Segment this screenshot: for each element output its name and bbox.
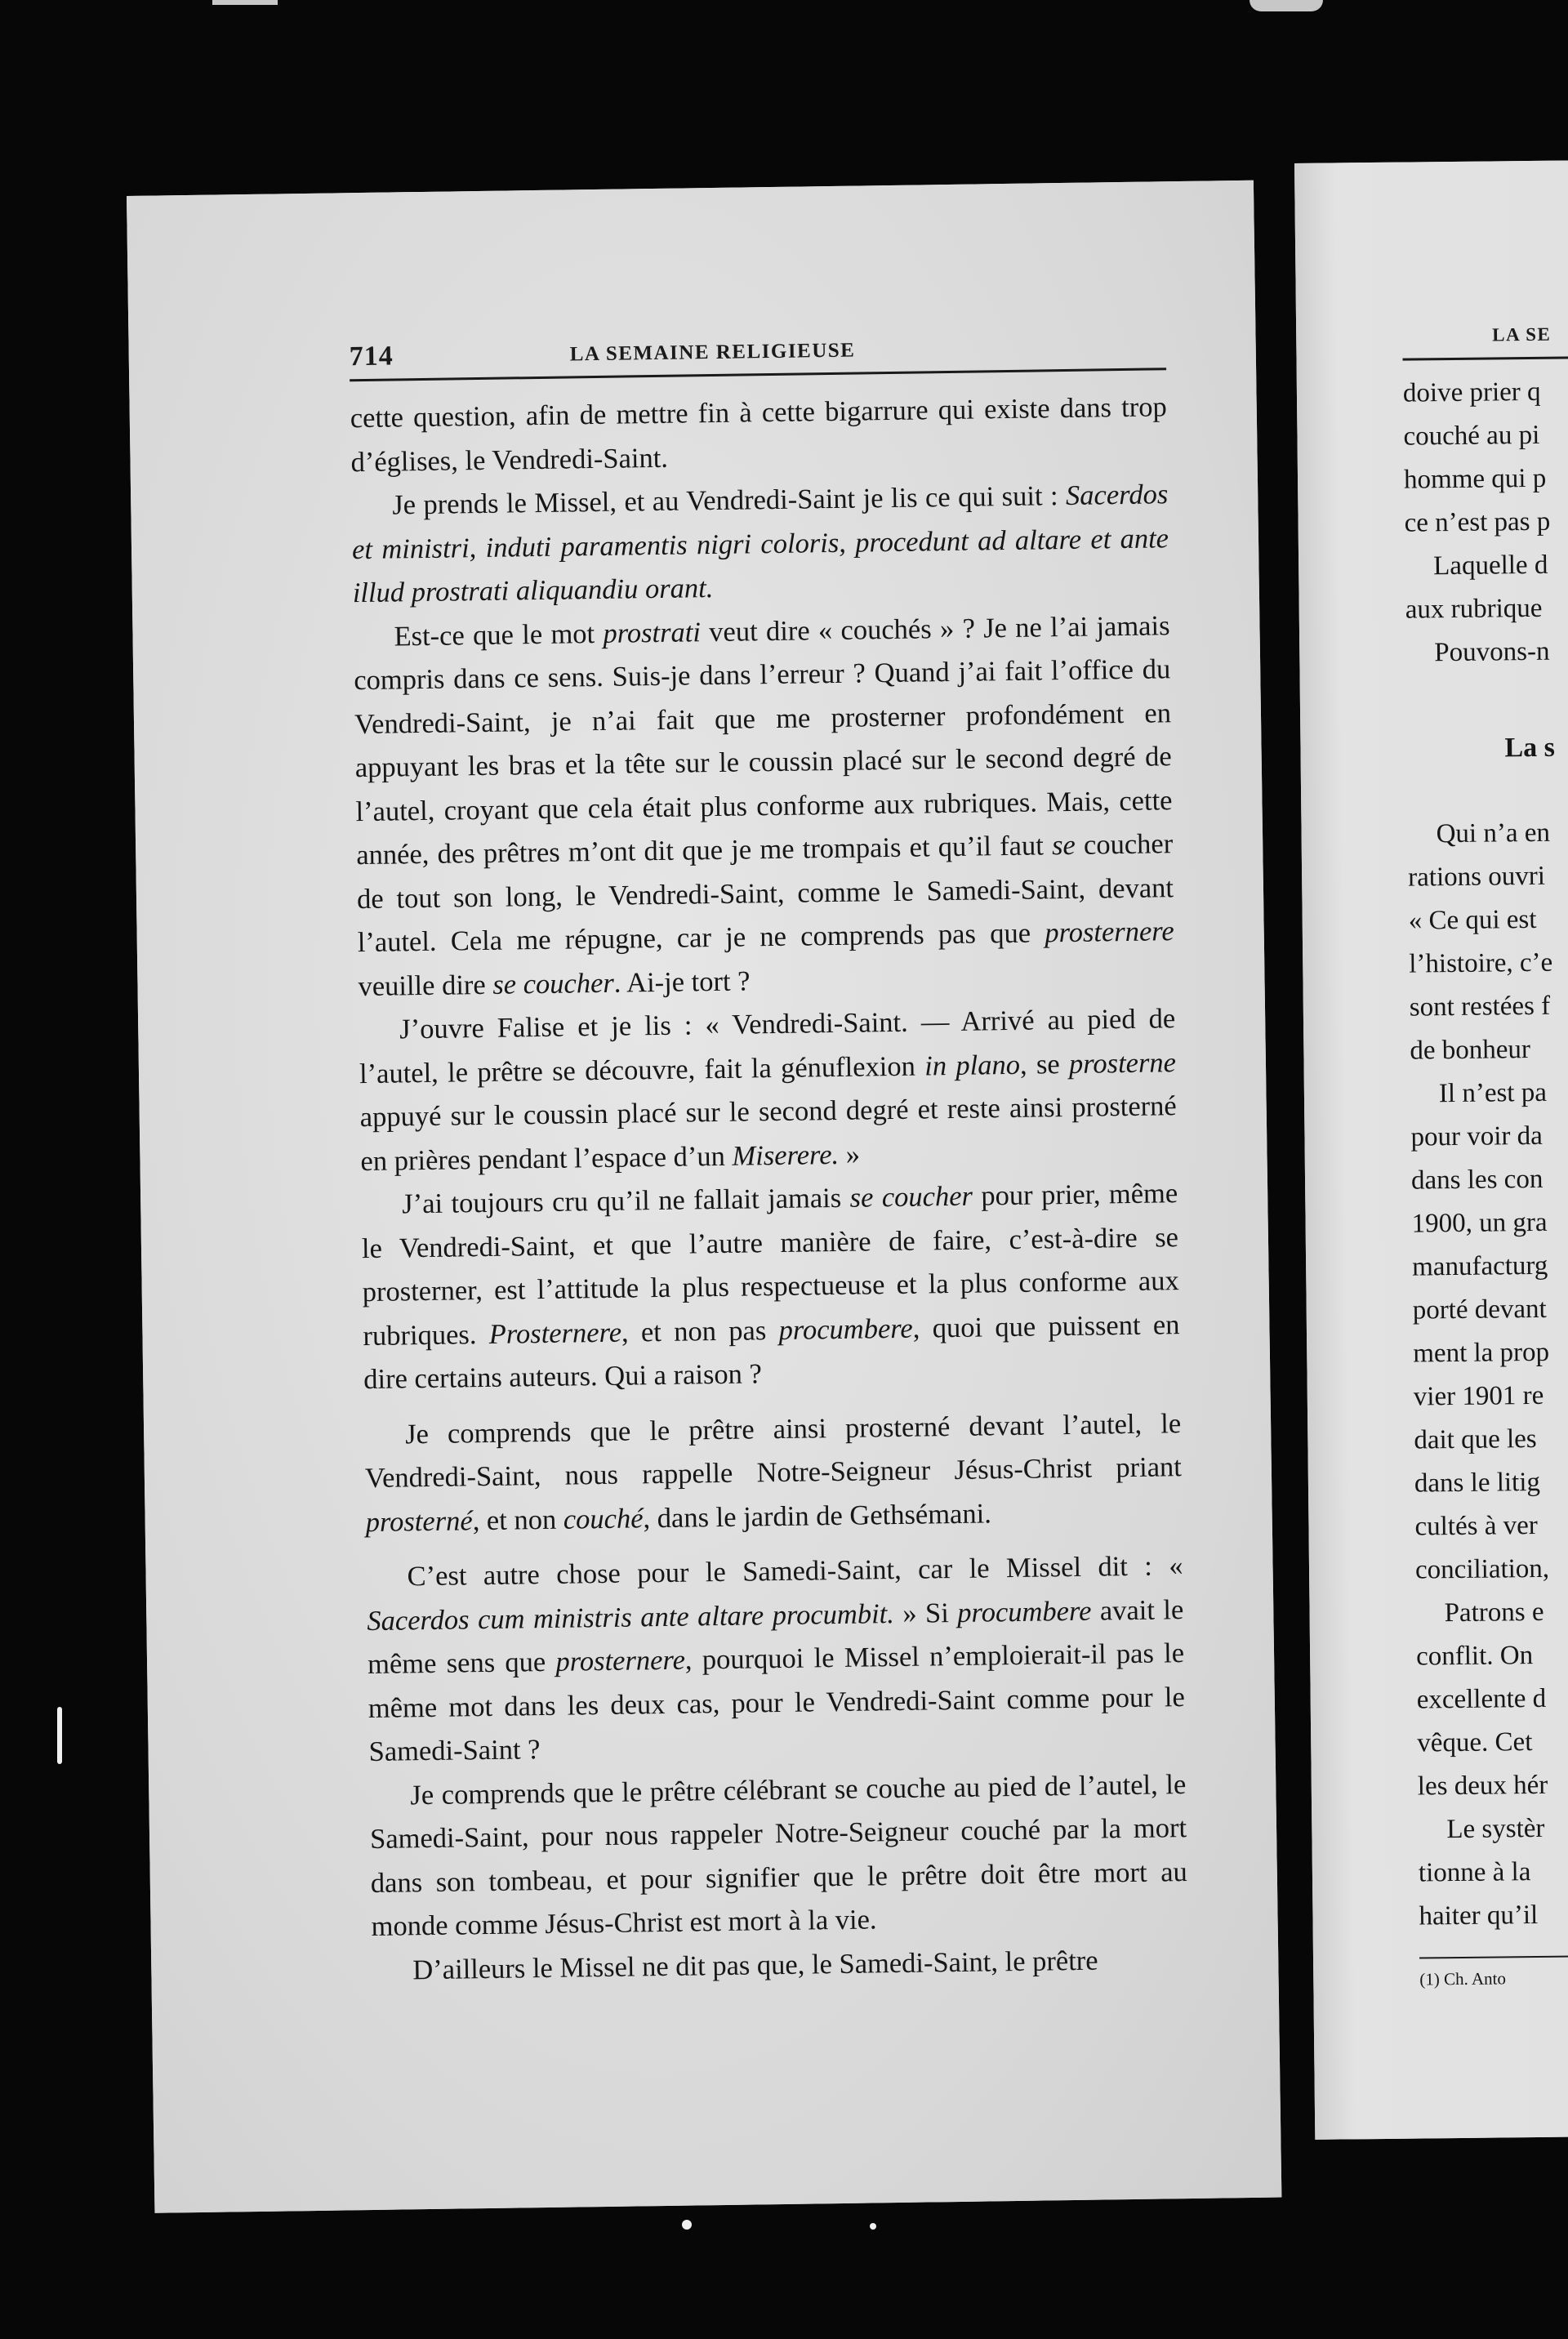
paragraph: D’ailleurs le Missel ne dit pas que, le Samedi-Saint, le prêtre xyxy=(412,1945,1098,1985)
footnote: (1) Ch. Anto xyxy=(1419,1968,1507,1989)
text-line: Pouvons-n xyxy=(1434,636,1550,668)
paragraph: C’est autre chose pour le Samedi-Saint, car le Missel dit : « Sacerdos cum ministris ante altare procumbit. » Si procumbere avait le même sens que prosternere, pourquoi le Missel n’emploierait-il pas le même mot dans les deux cas, pour le Vendredi-Saint comme pour le Samedi-Saint ? xyxy=(367,1550,1186,1768)
paragraph: Je prends le Missel, et au Vendredi-Saint je lis ce qui suit : Sacerdos et ministri, induti paramentis nigri coloris, procedunt ad altare et ante illud prostrati aliquandiu orant. xyxy=(351,479,1169,609)
text-line: Qui n’a en xyxy=(1436,818,1551,849)
text-line: dans les con xyxy=(1410,1164,1544,1196)
film-speck xyxy=(870,2223,876,2230)
text-line: couché au pi xyxy=(1403,420,1540,452)
text-line: homme qui p xyxy=(1403,463,1547,495)
running-head-right: LA SE xyxy=(1492,323,1552,345)
text-line: l’histoire, c’e xyxy=(1409,947,1553,979)
text-line: porté devant xyxy=(1412,1294,1547,1325)
running-head: LA SEMAINE RELIGIEUSE xyxy=(569,339,856,366)
film-scratch xyxy=(212,0,278,5)
text-line: de bonheur xyxy=(1410,1035,1531,1066)
text-line: doive prier q xyxy=(1402,376,1541,408)
text-line: tionne à la xyxy=(1418,1857,1531,1888)
footnote-rule xyxy=(1419,1955,1568,1958)
text-line: sont restées f xyxy=(1409,991,1551,1022)
text-line: Le systèr xyxy=(1446,1813,1545,1845)
text-line: conflit. On xyxy=(1415,1641,1534,1672)
body-text xyxy=(350,385,1188,1993)
header-rule xyxy=(1403,354,1568,360)
text-line: Patrons e xyxy=(1444,1597,1544,1628)
text-line: vier 1901 re xyxy=(1413,1380,1544,1412)
paragraph: J’ai toujours cru qu’il ne fallait jamais se coucher pour prier, même le Vendredi-Saint, et que l’autre manière de faire, c’est-à-dire se prosterner, est l’attitude la plus respectueuse et la plus conforme aux rubriques. Prosternere, et non pas procumbere, quoi que puissent en dire certains auteurs. Qui a raison ? xyxy=(361,1178,1180,1396)
text-line: les deux hér xyxy=(1417,1770,1548,1802)
text-line: manufacturg xyxy=(1411,1250,1548,1282)
text-line: vêque. Cet xyxy=(1417,1727,1533,1758)
paragraph: Je comprends que le prêtre célébrant se couche au pied de l’autel, le Samedi-Saint, pour nous rappeler Notre-Seigneur couché par la mort dans son tombeau, et pour signifier que le prêtre doit être mort au monde comme Jésus-Christ est mort à la vie. xyxy=(369,1768,1188,1943)
paragraph: Je comprends que le prêtre ainsi prosterné devant l’autel, le Vendredi-Saint, nous rappelle Notre-Seigneur Jésus-Christ priant prosterné, et non couché, dans le jardin de Gethsémani. xyxy=(364,1407,1183,1538)
text-line: ment la prop xyxy=(1413,1337,1550,1369)
paragraph: J’ouvre Falise et je lis : « Vendredi-Saint. — Arrivé au pied de l’autel, le prêtre se découvre, fait la génuflexion in plano, se prosterne appuyé sur le coussin placé sur le second degré et reste ainsi prosterné en prières pendant l’espace d’un Miserere. » xyxy=(359,1003,1177,1177)
text-line: « Ce qui est xyxy=(1408,904,1537,936)
paragraph: Est-ce que le mot prostrati veut dire « couchés » ? Je ne l’ai jamais compris dans ce sens. Suis-je dans l’erreur ? Quand j’ai fait l’office du Vendredi-Saint, je n’ai fait que me prosterner profondément en appuyant les bras et la tête sur le coussin placé sur le second degré de l’autel, croyant que cela était plus conforme aux rubriques. Mais, cette année, des prêtres m’ont dit que je me trompais et qu’il faut se coucher de tout son long, le Vendredi-Saint, comme le Samedi-Saint, devant l’autel. Cela me répugne, car je ne comprends pas que prosternere veuille dire se coucher. Ai-je tort ? xyxy=(354,609,1174,1002)
text-line: haiter qu’il xyxy=(1419,1900,1539,1931)
page-number: 714 xyxy=(349,341,394,372)
text-line: dans le litig xyxy=(1414,1467,1541,1499)
text-line: Il n’est pa xyxy=(1438,1077,1548,1109)
right-page xyxy=(1294,160,1568,2140)
text-line: aux rubrique xyxy=(1405,593,1543,625)
paragraph: cette question, afin de mettre fin à cette bigarrure qui existe dans trop d’églises, le Vendredi-Saint. xyxy=(350,391,1167,478)
film-scratch xyxy=(1250,0,1323,11)
film-speck xyxy=(682,2220,692,2230)
text-line: cultés à ver xyxy=(1414,1510,1538,1542)
film-speck xyxy=(57,1707,62,1764)
text-line: dait que les xyxy=(1414,1423,1537,1455)
section-title: La s xyxy=(1504,732,1556,764)
text-line: 1900, un gra xyxy=(1411,1207,1548,1239)
page-header xyxy=(349,325,1166,381)
text-line: Laquelle d xyxy=(1432,550,1548,581)
text-line: excellente d xyxy=(1416,1683,1547,1715)
text-line: conciliation, xyxy=(1414,1553,1550,1585)
text-line: pour voir da xyxy=(1410,1120,1543,1152)
left-page xyxy=(127,180,1281,2213)
text-line: rations ouvri xyxy=(1407,861,1546,893)
text-line: ce n’est pas p xyxy=(1404,506,1551,538)
